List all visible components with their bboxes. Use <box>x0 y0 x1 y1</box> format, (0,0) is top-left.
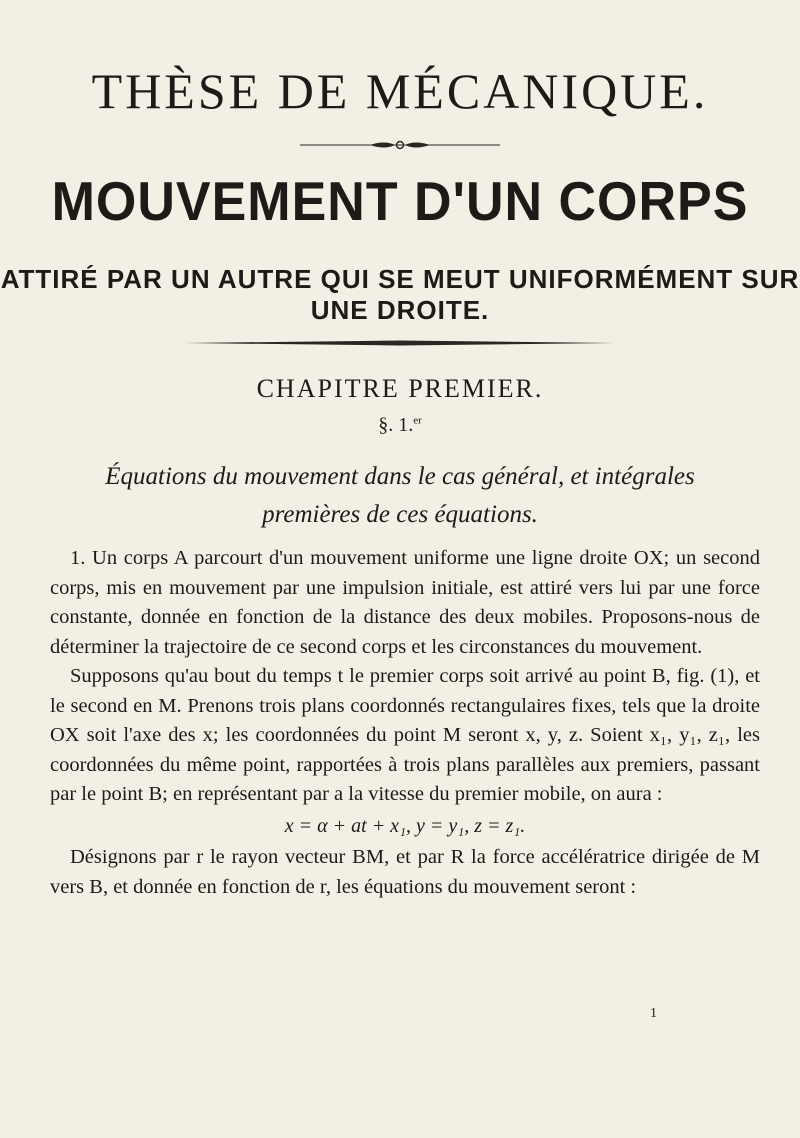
main-title: MOUVEMENT D'UN CORPS <box>51 171 749 233</box>
section-number: §. 1.$^{er}$ <box>378 414 422 436</box>
chapter-heading: CHAPITRE PREMIER. <box>256 374 544 403</box>
subtitle: ATTIRÉ PAR UN AUTRE QUI SE MEUT UNIFORMÉMENT SUR UNE DROITE. <box>0 264 800 325</box>
thesis-title: THÈSE DE MÉCANIQUE. <box>91 63 709 119</box>
body-text <box>50 544 760 902</box>
paragraph-1: 1. Un corps A parcourt d'un mouvement uniforme une ligne droite OX; un second corps, mis en mouvement par une impulsion initiale, est attiré vers lui par une force constante, donnée en fonction de la distance des deux mobiles. Proposons-nous de déterminer la trajectoire de ce second corps et les circonstances du mouvement. <box>50 547 760 658</box>
paragraph-3: Désignons par r le rayon vecteur BM, et par R la force accélératrice dirigée de M vers B, et donnée en fonction de r, les équations du mouvement seront : <box>50 846 760 898</box>
section-title <box>0 458 800 534</box>
paragraph-2: Supposons qu'au bout du temps t le premier corps soit arrivé au point B, fig. (1), et le second en M. Prenons trois plans coordonnés rectangulaires fixes, tels que la droite OX soit l'axe des x; les coordonnées du point M seront x, y, z. Soient x₁, y₁, z₁, les coordonnées du même point, rapportées à trois plans parallèles aux premiers, passant par le point B; en représentant par a la vitesse du premier mobile, on aura : <box>50 665 760 805</box>
section-title-line-2: premières de ces équations. <box>262 501 538 528</box>
section-rule <box>185 340 615 346</box>
section-title-line-1: Équations du mouvement dans le cas général, et intégrales <box>105 463 695 490</box>
equation: x = α + at + x₁, y = y₁, z = z₁. <box>284 814 526 837</box>
page-number: 1 <box>650 1006 657 1021</box>
ornament-divider-icon <box>300 138 500 152</box>
